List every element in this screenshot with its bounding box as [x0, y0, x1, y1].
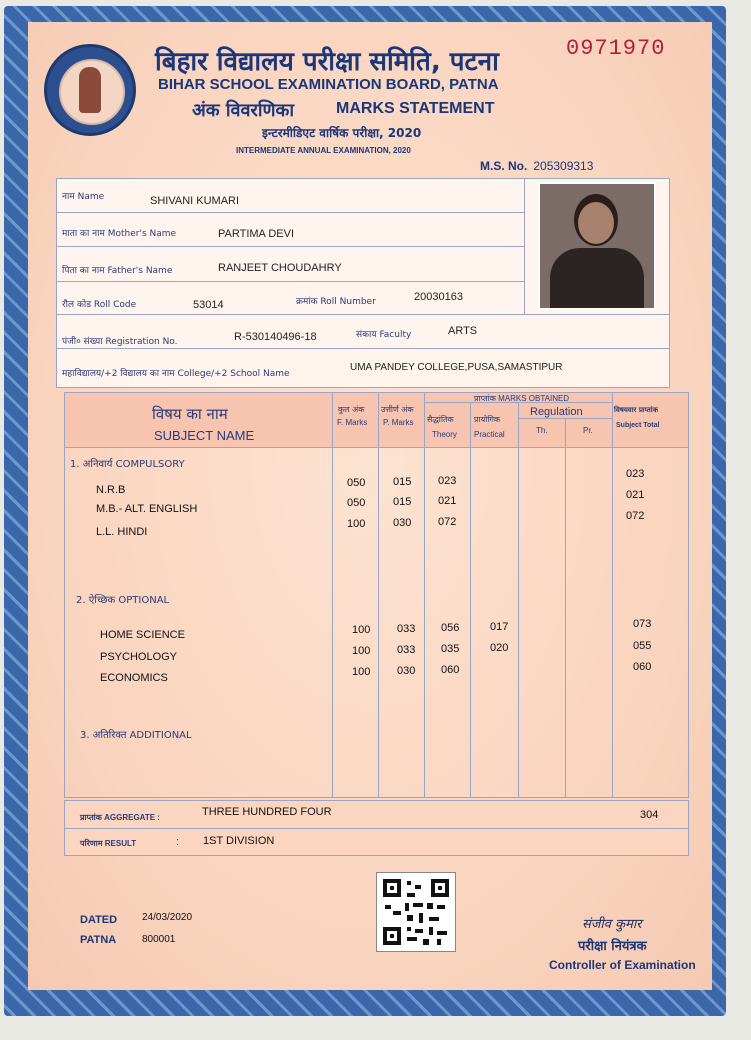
issue-date: 24/03/2020 [142, 912, 193, 923]
aggregate-in-words: THREE HUNDRED FOUR [202, 806, 332, 818]
column-divider [612, 392, 613, 798]
subject-name: N.R.B [96, 484, 126, 496]
college-name: UMA PANDEY COLLEGE,PUSA,SAMASTIPUR [350, 362, 563, 373]
optional-section-label: 2. ऐच्छिक OPTIONAL [76, 595, 170, 606]
column-divider [524, 178, 525, 314]
subject-total: 073 [633, 618, 652, 630]
controller-title-english: Controller of Examination [549, 958, 696, 972]
subject-name: PSYCHOLOGY [100, 651, 178, 663]
dated-label: DATED [80, 914, 118, 926]
subject-total: 055 [633, 640, 652, 652]
subject-total: 072 [626, 510, 645, 522]
subject-name: M.B.- ALT. ENGLISH [96, 503, 198, 515]
column-divider [470, 402, 471, 798]
theory-marks: 023 [438, 475, 457, 487]
pin-code: 800001 [142, 934, 176, 945]
pass-marks: 015 [393, 496, 412, 508]
full-marks: 100 [352, 624, 371, 636]
pass-marks: 033 [397, 623, 416, 635]
subject-name: HOME SCIENCE [100, 629, 185, 641]
college-label: महाविद्यालय/+2 विद्यालय का नाम College/+2 School Name [62, 369, 290, 379]
subject-total: 023 [626, 468, 645, 480]
regulation-theory-header: Th. [536, 426, 548, 435]
subject-name: ECONOMICS [100, 672, 168, 684]
row-divider [56, 314, 670, 315]
place-label: PATNA [80, 934, 117, 946]
practical-marks: 017 [490, 621, 509, 633]
serial-number: 0971970 [566, 36, 666, 61]
student-photo [538, 182, 656, 310]
controller-title-hindi: परीक्षा नियंत्रक [578, 939, 647, 954]
row-divider [56, 212, 524, 213]
row-divider [56, 348, 670, 349]
pass-marks: 015 [393, 476, 412, 488]
pmarks-header-hindi: उत्तीर्ण अंक [381, 405, 414, 414]
name-label: नाम Name [62, 192, 105, 202]
additional-section-label: 3. अतिरिक्त ADDITIONAL [80, 730, 192, 741]
full-marks: 100 [352, 645, 371, 657]
row-divider [64, 828, 689, 829]
fmarks-header-hindi: कुल अंक [338, 405, 365, 414]
regulation-header: Regulation [530, 406, 583, 418]
father-label: पिता का नाम Father's Name [62, 266, 173, 276]
result-division: 1ST DIVISION [203, 835, 275, 847]
pass-marks: 030 [393, 517, 412, 529]
roll-code-label: रौल कोड Roll Code [62, 300, 137, 310]
result-label: परिणाम RESULT [80, 839, 137, 848]
column-divider [332, 392, 333, 798]
full-marks: 100 [347, 518, 366, 530]
registration-label: पंजी० संख्या Registration No. [62, 337, 178, 347]
mother-name: PARTIMA DEVI [218, 228, 295, 240]
qr-code-icon [376, 872, 456, 952]
result-colon: : [176, 836, 180, 848]
theory-marks: 021 [438, 495, 457, 507]
header-divider [64, 447, 689, 448]
mother-label: माता का नाम Mother's Name [62, 229, 177, 239]
exam-title-hindi: इन्टरमीडिएट वार्षिक परीक्षा, 2020 [262, 126, 422, 140]
board-title-english: BIHAR SCHOOL EXAMINATION BOARD, PATNA [158, 76, 499, 93]
theory-header-hindi: सैद्धांतिक [427, 415, 454, 424]
subject-total: 021 [626, 489, 645, 501]
board-seal-icon [44, 44, 136, 136]
roll-number: 20030163 [414, 291, 463, 303]
practical-header-hindi: प्रायोगिक [474, 415, 501, 424]
student-name: SHIVANI KUMARI [150, 195, 240, 207]
compulsory-section-label: 1. अनिवार्य COMPULSORY [70, 459, 185, 470]
total-header: Subject Total [616, 422, 660, 429]
obtained-header: प्राप्तांक MARKS OBTAINED [474, 394, 570, 403]
theory-header: Theory [432, 430, 457, 439]
theory-marks: 072 [438, 516, 457, 528]
roll-number-label: क्रमांक Roll Number [296, 297, 376, 307]
column-divider [565, 418, 566, 798]
row-divider [56, 281, 524, 282]
pmarks-header: P. Marks [383, 418, 414, 427]
column-divider [424, 392, 425, 798]
full-marks: 050 [347, 477, 366, 489]
practical-marks: 020 [490, 642, 509, 654]
faculty: ARTS [448, 325, 478, 337]
statement-title-english: MARKS STATEMENT [336, 100, 495, 117]
column-divider [378, 392, 379, 798]
ms-number: M.S. No. 205309313 [480, 159, 594, 173]
subject-header-english: SUBJECT NAME [154, 428, 255, 443]
practical-header: Practical [474, 430, 505, 439]
header-divider [518, 418, 612, 419]
theory-marks: 060 [441, 664, 460, 676]
statement-title-hindi: अंक विवरणिका [192, 100, 295, 121]
full-marks: 050 [347, 497, 366, 509]
fmarks-header: F. Marks [337, 418, 368, 427]
column-divider [518, 402, 519, 798]
aggregate-label: प्राप्तांक AGGREGATE : [80, 813, 160, 822]
subject-total: 060 [633, 661, 652, 673]
roll-code: 53014 [193, 299, 224, 311]
subject-header-hindi: विषय का नाम [152, 405, 228, 423]
father-name: RANJEET CHOUDAHRY [218, 262, 342, 274]
subject-name: L.L. HINDI [96, 526, 148, 538]
pass-marks: 033 [397, 644, 416, 656]
aggregate-total: 304 [640, 809, 659, 821]
regulation-practical-header: Pr. [583, 426, 593, 435]
full-marks: 100 [352, 666, 371, 678]
registration-number: R-530140496-18 [234, 331, 317, 343]
faculty-label: संकाय Faculty [356, 330, 412, 340]
exam-title-english: INTERMEDIATE ANNUAL EXAMINATION, 2020 [236, 146, 411, 155]
board-title-hindi: बिहार विद्यालय परीक्षा समिति, पटना [155, 47, 499, 77]
theory-marks: 035 [441, 643, 460, 655]
controller-signature: संजीव कुमार [582, 917, 642, 932]
theory-marks: 056 [441, 622, 460, 634]
total-header-hindi: विषयवार प्राप्तांक [614, 406, 658, 414]
row-divider [56, 246, 524, 247]
pass-marks: 030 [397, 665, 416, 677]
